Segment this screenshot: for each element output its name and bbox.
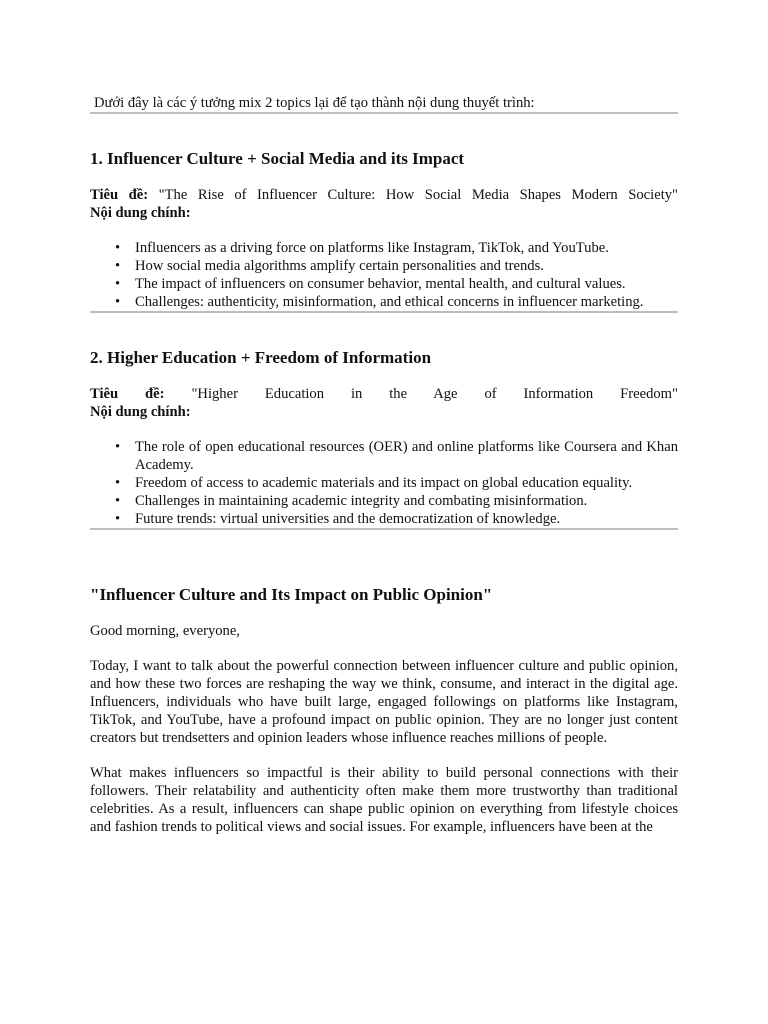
speech-section [90,584,678,836]
section-title-line [90,385,678,403]
section-2 [90,347,678,528]
list-item: • The role of open educational resources (OER) and online platforms like Coursera and Khan Academy. [135,438,678,474]
title-value: "The Rise of Influencer Culture: How Social Media Shapes Modern Society" [158,187,678,203]
document-page [90,94,678,836]
list-item: • Challenges in maintaining academic integrity and combating misinformation. [135,492,678,510]
speech-title: "Influencer Culture and Its Impact on Public Opinion" [90,585,493,604]
list-item: • Influencers as a driving force on platforms like Instagram, TikTok, and YouTube. [135,239,678,257]
section-heading: 1. Influencer Culture + Social Media and its Impact [90,149,465,168]
list-item: • Challenges: authenticity, misinformation, and ethical concerns in influencer marketing. [135,293,678,311]
list-item: • Future trends: virtual universities and the democratization of knowledge. [135,510,678,528]
bullet-list [90,438,678,528]
section-1 [90,148,678,311]
content-label: Nội dung chính: [90,404,191,420]
section-heading: 2. Higher Education + Freedom of Information [90,348,432,367]
speech-greeting: Good morning, everyone, [90,623,240,639]
list-item: • How social media algorithms amplify certain personalities and trends. [135,257,678,275]
intro-text: Dưới đây là các ý tưởng mix 2 topics lại để tạo thành nội dung thuyết trình: [94,95,535,111]
divider [90,311,678,313]
speech-paragraph: Today, I want to talk about the powerful connection between influencer culture and public opinion, and how these two forces are reshaping the way we think, consume, and interact in the digital age. Influencers, individuals who have built large, engaged followings on platforms like Instagram, TikTok, and YouTube, have a profound impact on public opinion. They are no longer just content creators but trendsetters and opinion leaders whose influence reaches millions of people. [90,658,678,746]
title-value: "Higher Education in the Age of Information Freedom" [191,386,678,402]
title-label: Tiêu đề: [90,187,149,203]
bullet-list [90,239,678,311]
section-title-line [90,186,678,204]
list-item: • Freedom of access to academic materials and its impact on global education equality. [135,474,678,492]
divider [90,528,678,530]
list-item: • The impact of influencers on consumer behavior, mental health, and cultural values. [135,275,678,293]
divider [90,112,678,114]
title-label: Tiêu đề: [90,386,165,402]
content-label: Nội dung chính: [90,205,191,221]
speech-paragraph: What makes influencers so impactful is their ability to build personal connections with their followers. Their relatability and authenticity often make them more trustworthy than traditional celebrities. As a result, influencers can shape public opinion on everything from lifestyle choices and fashion trends to political views and social issues. For example, influencers have been at the [90,765,678,835]
